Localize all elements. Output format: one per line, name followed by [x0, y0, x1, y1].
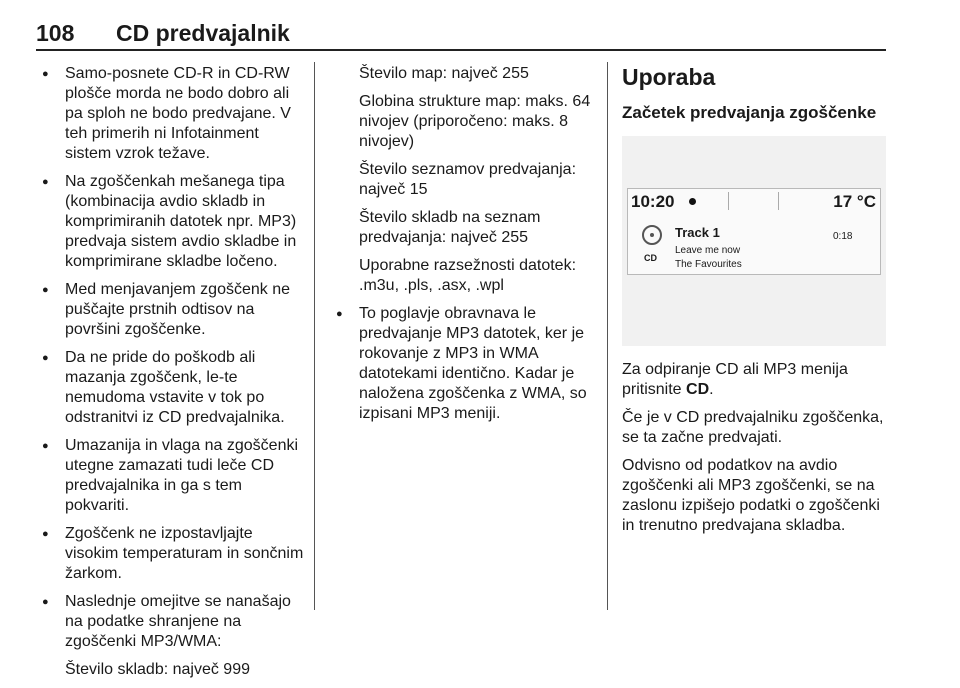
infotainment-screen	[627, 188, 881, 275]
bullet-fingerprints: ● Med menjavanjem zgoščenk ne puščajte prstnih odtisov na površini zgoščenke.	[36, 280, 304, 340]
column-divider-2	[607, 62, 608, 610]
instruction-open-menu	[622, 360, 888, 400]
page-number: 108	[36, 20, 75, 46]
limit-tracks-per-playlist: Število skladb na seznam predvajanja: največ 255	[359, 209, 541, 246]
playlist-extensions: Uporabne razsežnosti datotek: .m3u, .pls, .asx, .wpl	[359, 257, 577, 294]
bullet-limits: ● Naslednje omejitve se nanašajo na podatke shranjene na zgoščenki MP3/WMA:	[36, 592, 304, 652]
section-title: Uporaba	[622, 64, 716, 90]
track-album: The Favourites	[675, 259, 742, 270]
track-artist: Leave me now	[675, 245, 741, 256]
column-right	[622, 64, 888, 544]
header-divider	[36, 49, 886, 51]
limit-playlist-count: Število seznamov predvajanja: največ 15	[359, 161, 577, 198]
elapsed-time: 0:18	[833, 231, 853, 242]
column-divider-1	[314, 62, 315, 610]
clock: 10:20	[631, 192, 675, 211]
instruction-autoplay: Če je v CD predvajalniku zgoščenka, se ta začne predvajati.	[622, 409, 884, 446]
temperature: 17 °C	[833, 192, 876, 211]
limit-folder-depth: Globina strukture map: maks. 64 nivojev (priporočeno: maks. 8 nivojev)	[359, 93, 591, 150]
bullet-heat: ● Zgoščenk ne izpostavljajte visokim temperaturam in sončnim žarkom.	[36, 524, 304, 584]
bullet-mp3-wma: ● To poglavje obravnava le predvajanje MP3 datotek, ker je rokovanje z MP3 in WMA datotekami identično. Kadar je naložena zgoščenka z WMA, so izpisani MP3 meniji.	[330, 304, 598, 424]
bullet-damage: ● Da ne pride do poškodb ali mazanja zgoščenk, le-te nemudoma vstavite v tok po odstranitvi iz CD predvajalnika.	[36, 348, 304, 428]
limit-track-count: Število skladb: največ 999	[65, 661, 250, 678]
status-dot-icon	[689, 198, 696, 205]
cd-disc-icon	[642, 225, 662, 245]
page-header	[36, 0, 886, 50]
bullet-dirt-moisture: ● Umazanija in vlaga na zgoščenki utegne zamazati tudi leče CD predvajalnika in ga s tem pokvariti.	[36, 436, 304, 516]
source-label: CD	[644, 253, 657, 263]
subsection-title: Začetek predvajanja zgoščenke	[622, 103, 877, 122]
separator-tick	[728, 192, 729, 210]
separator-tick	[778, 192, 779, 210]
column-middle	[330, 64, 598, 432]
column-left	[36, 64, 304, 688]
chapter-title: CD predvajalnik	[116, 20, 290, 46]
cd-display-figure	[622, 136, 886, 346]
bullet-cdr-rw: ● Samo-posnete CD-R in CD-RW plošče morda ne bodo dobro ali pa sploh ne bodo predvajane. V teh primerih ni Infotainment sistem vzrok težave.	[36, 64, 304, 164]
bullet-mixed-discs: ● Na zgoščenkah mešanega tipa (kombinacija avdio skladb in komprimiranih datotek npr. MP3) predvaja sistem avdio skladbe in komprimirane skladbe ločeno.	[36, 172, 304, 272]
cd-button-label: CD	[686, 381, 710, 398]
instruction-end: .	[709, 381, 714, 398]
instruction-text: Za odpiranje CD ali MP3 menija pritisnite	[622, 361, 848, 398]
instruction-display-info: Odvisno od podatkov na avdio zgoščenki ali MP3 zgoščenki, se na zaslonu izpišejo podatki o zgoščenki in trenutno predvajana skladba.	[622, 457, 880, 534]
track-title: Track 1	[675, 225, 720, 240]
limit-folder-count: Število map: največ 255	[359, 65, 529, 82]
